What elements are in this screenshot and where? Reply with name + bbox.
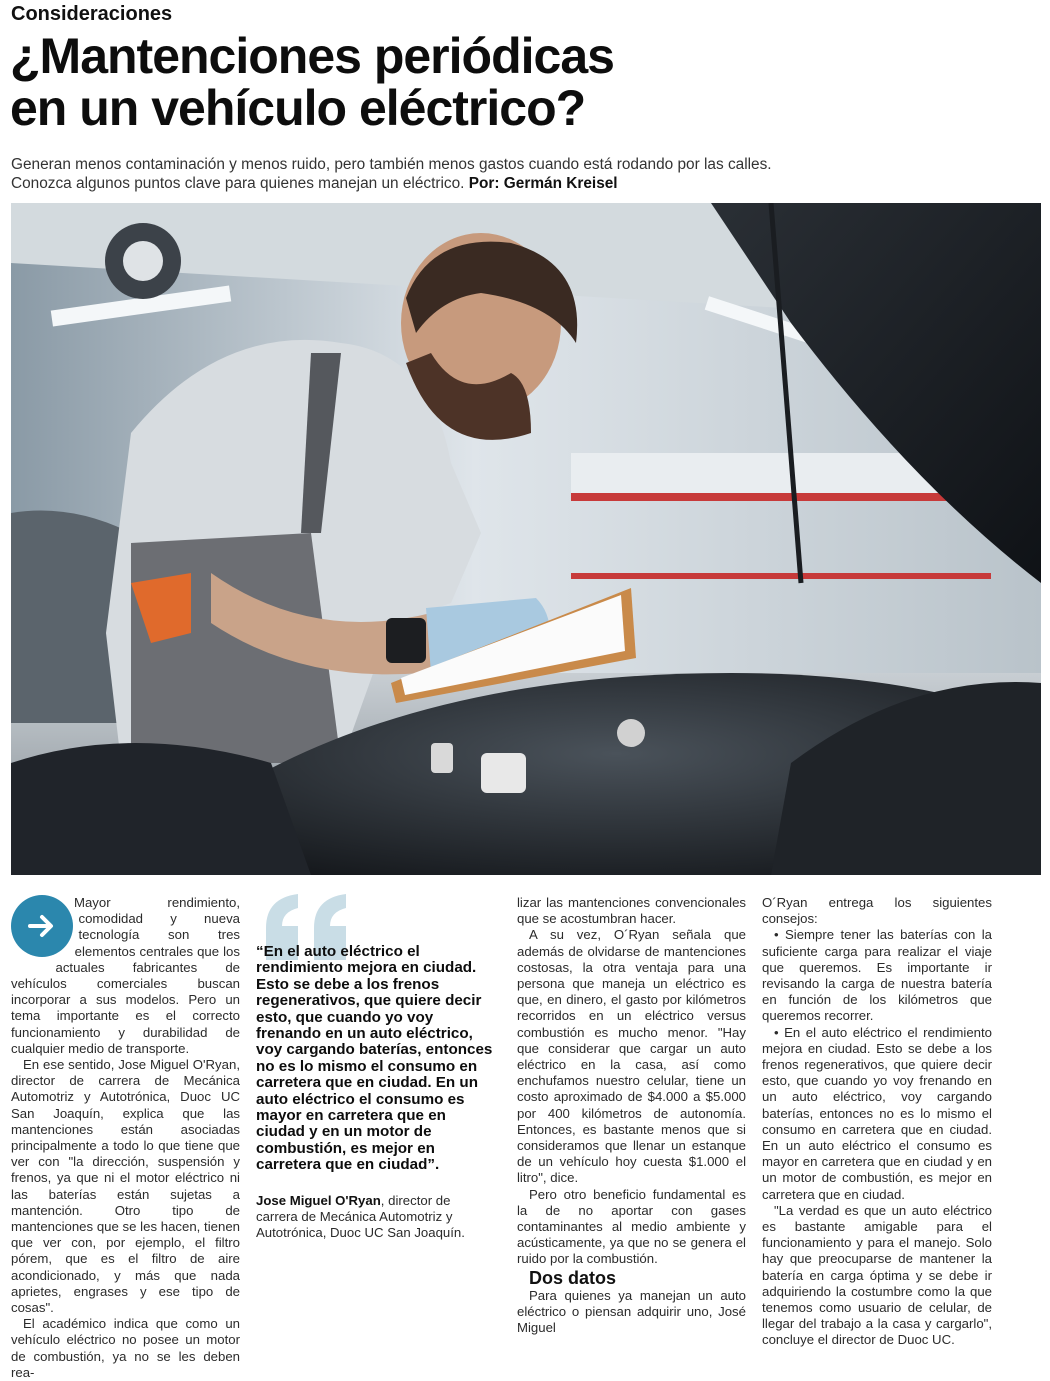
quote-author-role: , director de carrera de Mecánica Automotriz y Autotrónica, Duoc UC San Joaquín. bbox=[256, 1193, 465, 1241]
arrow-badge bbox=[11, 895, 73, 957]
paragraph: Mayor rendimiento, comodidad y nueva tecnología son tres elementos centrales que los actuales fabricantes de vehículos comerciales buscan incorporar a sus modelos. Pero un tema importante es el correcto funcionamiento y durabilidad de cualquier medio de transporte. bbox=[11, 895, 240, 1056]
subhead: Dos datos bbox=[529, 1267, 617, 1288]
headline-line-2: en un vehículo eléctrico? bbox=[10, 80, 586, 136]
headline bbox=[10, 30, 1030, 134]
quote-attribution bbox=[256, 1193, 494, 1242]
article-column-3 bbox=[517, 895, 746, 1336]
pull-quote: “En el auto eléctrico el rendimiento mejora en ciudad. Esto se debe a los frenos regenerativos, que quiere decir esto, que cuando yo voy frenando en un auto eléctrico, voy cargando baterías, entonces no es lo mismo el consumo en carretera que en ciudad. En un auto eléctrico el consumo es mayor en carretera que en ciudad y en un motor de combustión, es mejor en carretera que en ciudad”. bbox=[256, 943, 493, 1174]
paragraph: "La verdad es que un auto eléctrico es bastante amigable para el funcionamiento y para el manejo. Solo hay que preocuparse de mantener la batería en carga óptima y se debe ir adquiriendo la costumbre como la que tenemos como usuario de celular, de llegar del trabajo a la casa y cargarlo", concluye el director de Duoc UC. bbox=[762, 1202, 992, 1348]
article-column-1 bbox=[11, 895, 240, 1381]
mechanic-photo-illustration bbox=[11, 203, 1041, 875]
tip-item: • En el auto eléctrico el rendimiento mejora en ciudad. Esto se debe a los frenos regenerativos, que quiere decir esto, que cuando yo voy frenando en un auto eléctrico, voy cargando baterías, entonces no es lo mismo el consumo en carretera que en ciudad. En un auto eléctrico el consumo es mayor en carretera que en ciudad y en un motor de combustión, es mejor en carretera que en ciudad. bbox=[762, 1024, 992, 1202]
deck bbox=[11, 155, 1031, 193]
paragraph: lizar las mantenciones convencionales que se acostumbran hacer. bbox=[517, 895, 746, 927]
paragraph: O´Ryan entrega los siguientes consejos: bbox=[762, 895, 992, 927]
headline-line-1: ¿Mantenciones periódicas bbox=[10, 28, 614, 84]
paragraph: Pero otro beneficio fundamental es la de no aportar con gases contaminantes al medio ambiente y acústicamente, ya que no se genera el ruido por la combustión. bbox=[517, 1186, 746, 1267]
article-column-4 bbox=[762, 895, 992, 1349]
deck-line-1: Generan menos contaminación y menos ruido, pero también menos gastos cuando está rodando por las calles. bbox=[11, 156, 772, 173]
paragraph: En ese sentido, Jose Miguel O'Ryan, director de carrera de Mecánica Automotriz y Autotrónica, Duoc UC San Joaquín, explica que las mantenciones están asociadas principalmente a todo lo que tiene que ver con "la dirección, suspensión y frenos, ya que ni el motor eléctrico ni las baterías están sujetas a mantención. Otro tipo de mantenciones que se les hacen, tienen que ver con, por ejemplo, el filtro pórem, que es el filtro de aire acondicionado, y más que nada aprietes, engrases y ese tipo de cosas". bbox=[11, 1057, 240, 1316]
paragraph: Para quienes ya manejan un auto eléctrico o piensan adquirir uno, José Miguel bbox=[517, 1287, 746, 1336]
paragraph: A su vez, O´Ryan señala que además de olvidarse de mantenciones costosas, la otra ventaja para una persona que maneja un eléctrico es que, en dinero, el gasto por kilómetros recorridos en un eléctrico versus combustión es mucho menor. "Hay que considerar que cargar un auto eléctrico en la casa, así como enchufamos nuestro celular, tiene un costo aproximado de $4.000 a $5.000 por 400 kilómetros de autonomía. Entonces, es bastante menos que si consideramos que llenar un estanque de un vehículo hoy cuesta $1.000 el litro", dice. bbox=[517, 927, 746, 1186]
byline: Por: Germán Kreisel bbox=[468, 175, 618, 192]
deck-line-2: Conozca algunos puntos clave para quienes manejan un eléctrico. bbox=[11, 175, 465, 192]
tip-item: • Siempre tener las baterías con la suficiente carga para realizar el viaje que queremos. Es importante ir revisando la carga de nuestra batería en función de los kilómetros que queremos recorrer. bbox=[762, 927, 992, 1024]
paragraph: El académico indica que como un vehículo eléctrico no posee un motor de combustión, ya no se les deben rea- bbox=[11, 1316, 240, 1380]
arrow-right-icon bbox=[26, 910, 58, 942]
mechanic-photo bbox=[11, 203, 1041, 875]
quote-author: Jose Miguel O'Ryan bbox=[256, 1193, 381, 1208]
section-label: Consideraciones bbox=[11, 3, 173, 25]
